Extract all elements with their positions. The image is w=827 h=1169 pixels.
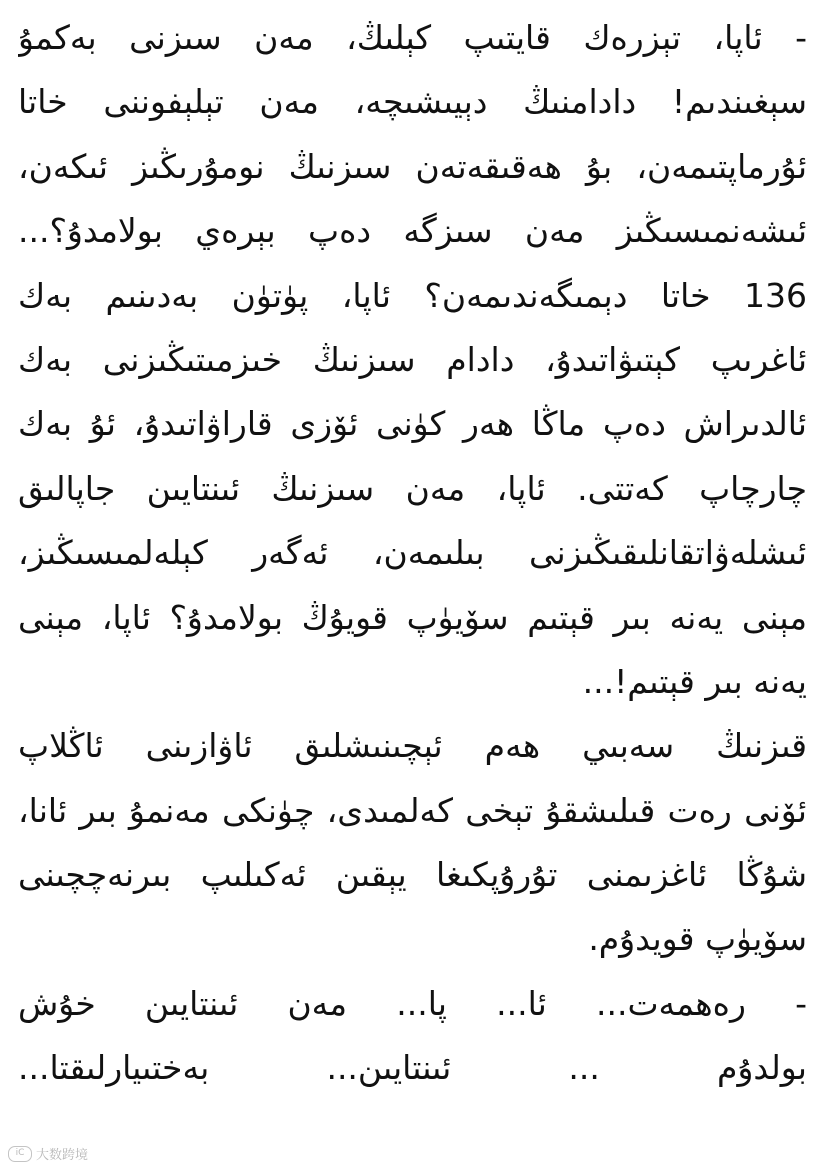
- text-line: يەنە بىر قېتىم!...: [582, 661, 807, 701]
- text-line: مېنى يەنە بىر قېتىم سۆيۈپ قويۇڭ بولامدۇ؟ ئاپا، مېنى: [18, 597, 807, 637]
- document-page: [18, 6, 807, 1146]
- watermark-label: 大数跨境: [36, 1148, 89, 1163]
- text-line: چارچاپ كەتتى. ئاپا، مەن سىزنىڭ ئىنتايىن جاپالىق: [18, 468, 807, 508]
- text-line: ئۇرماپتىمەن، بۇ ھەقىقەتەن سىزنىڭ نومۇرىڭىز ئىكەن،: [18, 146, 807, 186]
- text-line: سۆيۈپ قويدۇم.: [588, 919, 807, 959]
- text-line: 136 خاتا دېمىگەندىمەن؟ ئاپا، پۈتۈن بەدىنىم بەك: [18, 275, 807, 315]
- text-line: قىزنىڭ سەبىي ھەم ئېچىنىشلىق ئاۋازىنى ئاڭلاپ: [18, 726, 807, 766]
- watermark: [8, 1144, 88, 1163]
- text-line: ئاغرىپ كېتىۋاتىدۇ، دادام سىزنىڭ خىزمىتىڭىزنى بەك: [18, 339, 807, 379]
- text-line: شۇڭا ئاغزىمنى تۇرۇپكىغا يېقىن ئەكىلىپ بىرنەچچىنى: [18, 855, 807, 895]
- text-line: سېغىندىم! دادامنىڭ دېيىشىچە، مەن تېلېفوننى خاتا: [18, 82, 807, 122]
- text-line: - ئاپا، تېزرەك قايتىپ كېلىڭ، مەن سىزنى بەكمۇ: [18, 18, 807, 57]
- text-line: ئالدىراش دەپ ماڭا ھەر كۈنى ئۆزى قاراۋاتىدۇ، ئۇ بەك: [18, 404, 807, 444]
- text-line: ئىشەنمىسىڭىز مەن سىزگە دەپ بېرەي بولامدۇ؟...: [18, 211, 807, 251]
- text-line: بولدۇم ... ئىنتايىن... بەختىيارلىقتا...: [18, 1048, 807, 1088]
- watermark-logo-icon: iC: [8, 1146, 32, 1162]
- text-line: ئىشلەۋاتقانلىقىڭىزنى بىلىمەن، ئەگەر كېلەلمىسىڭىز،: [18, 533, 807, 573]
- text-line: - رەھمەت... ئا... پا... مەن ئىنتايىن خۇش: [18, 983, 807, 1023]
- text-line: ئۆنى رەت قىلىشقۇ تېخى كەلمىدى، چۈنكى مەنمۇ بىر ئانا،: [18, 790, 807, 830]
